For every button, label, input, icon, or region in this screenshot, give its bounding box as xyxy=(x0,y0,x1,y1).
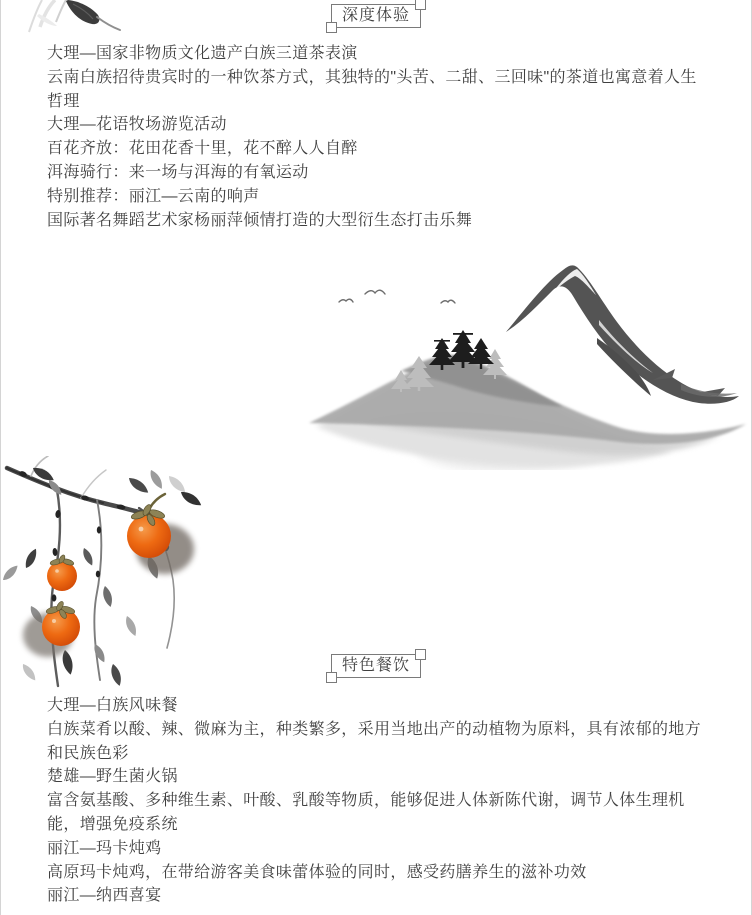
paragraph: 洱海骑行：来一场与洱海的有氧运动 xyxy=(47,163,309,181)
paragraph: 丽江—玛卡炖鸡 xyxy=(47,839,162,857)
branch-fragment-illustration xyxy=(11,0,131,42)
paragraph: 特别推荐：丽江—云南的响声 xyxy=(47,187,260,205)
paragraph: 百花齐放：花田花香十里，花不醉人人自醉 xyxy=(47,140,358,158)
persimmon-fruits xyxy=(23,494,194,657)
corner-square-decoration xyxy=(415,0,426,10)
paragraph: 富含氨基酸、多种维生素、叶酸、乳酸等物质，能够促进人体新陈代谢，调节人体生理机能，增强免疫系统 xyxy=(47,792,685,833)
section-text-block xyxy=(47,42,708,232)
section-title-box xyxy=(331,654,421,678)
mountain-ridge xyxy=(506,265,739,403)
paragraph: 白族菜肴以酸、辣、微麻为主，种类繁多，采用当地出产的动植物为原料，具有浓郁的地方和民族色彩 xyxy=(47,720,702,762)
section-title: 特色餐饮 xyxy=(341,657,410,674)
paragraph: 高原玛卡炖鸡，在带给游客美食味蕾体验的同时，感受药膳养生的滋补功效 xyxy=(47,863,587,881)
section-title-box xyxy=(331,4,421,28)
paragraph: 楚雄—野生菌火锅 xyxy=(47,768,178,786)
persimmon-branch-illustration xyxy=(1,456,211,694)
paragraph: 云南白族招待贵宾时的一种饮茶方式，其独特的"头苦、二甜、三回味"的茶道也寓意着人生哲理 xyxy=(47,68,697,110)
section-text-block xyxy=(47,694,708,908)
corner-square-decoration xyxy=(326,672,337,683)
paragraph: 大理—国家非物质文化遗产白族三道茶表演 xyxy=(47,45,358,62)
birds xyxy=(339,290,455,303)
corner-square-decoration xyxy=(326,22,337,33)
paragraph: 国际著名舞蹈艺术家杨丽萍倾情打造的大型衍生态打击乐舞 xyxy=(47,211,473,229)
mountain-ink-illustration xyxy=(301,252,751,470)
paragraph: 丽江—纳西喜宴 xyxy=(47,887,162,905)
corner-square-decoration xyxy=(415,649,426,660)
paragraph: 大理—白族风味餐 xyxy=(47,697,178,714)
paragraph: 大理—花语牧场游览活动 xyxy=(47,116,227,134)
section-title: 深度体验 xyxy=(341,7,410,24)
